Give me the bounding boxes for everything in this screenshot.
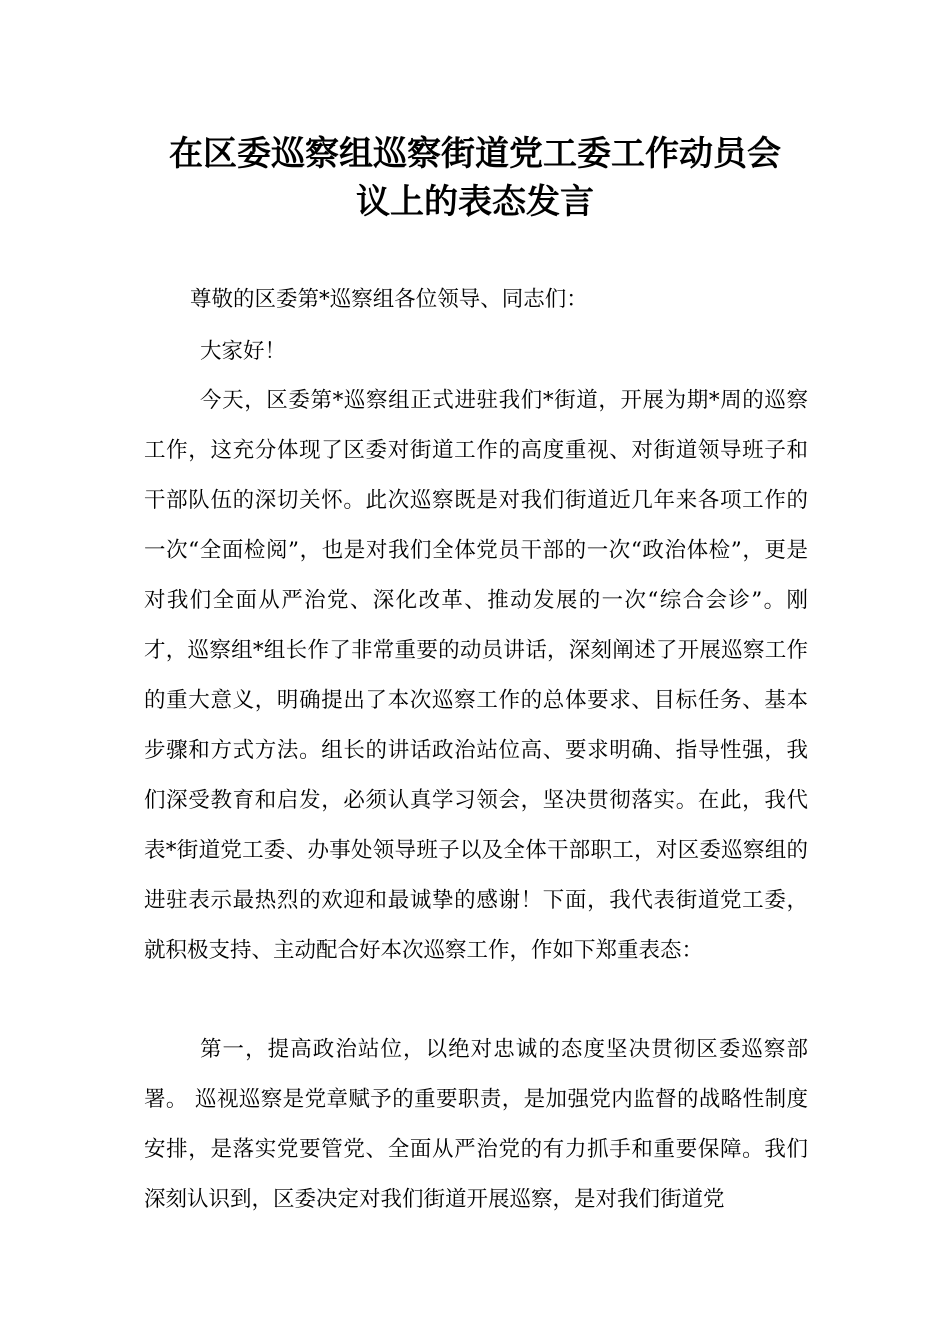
paragraph-first-point: 第一，提高政治站位，以绝对忠诚的态度坚决贯彻区委巡察部署。 巡视巡察是党章赋予的重要职责，是加强党内监督的战略性制度安排，是落实党要管党、全面从严治党的有力抓手和重要保障。我们深刻认识到，区委决定对我们街道开展巡察，是对我们街道党 (144, 1037, 808, 1212)
paragraph-opening: 今天，区委第*巡察组正式进驻我们*街道，开展为期*周的巡察工作，这充分体现了区委对街道工作的高度重视、对街道领导班子和干部队伍的深切关怀。此次巡察既是对我们街道近几年来各项工作的一次“全面检阅”，也是对我们全体党员干部的一次“政治体检”，更是对我们全面从严治党、深化改革、推动发展的一次“综合会诊”。刚才，巡察组*组长作了非常重要的动员讲话，深刻阐述了开展巡察工作的重大意义，明确提出了本次巡察工作的总体要求、目标任务、基本步骤和方式方法。组长的讲话政治站位高、要求明确、指导性强，我们深受教育和启发，必须认真学习领会，坚决贯彻落实。在此，我代表*街道党工委、办事处领导班子以及全体干部职工，对区委巡察组的进驻表示最热烈的欢迎和最诚挚的感谢！下面，我代表街道党工委，就积极支持、主动配合好本次巡察工作，作如下郑重表态： (144, 388, 808, 963)
document-title-line1: 在区委巡察组巡察街道党工委工作动员会 (169, 134, 781, 174)
greeting: 大家好！ (200, 339, 287, 364)
document-title-line2: 议上的表态发言 (356, 182, 594, 222)
salutation: 尊敬的区委第*巡察组各位领导、同志们： (190, 287, 588, 312)
